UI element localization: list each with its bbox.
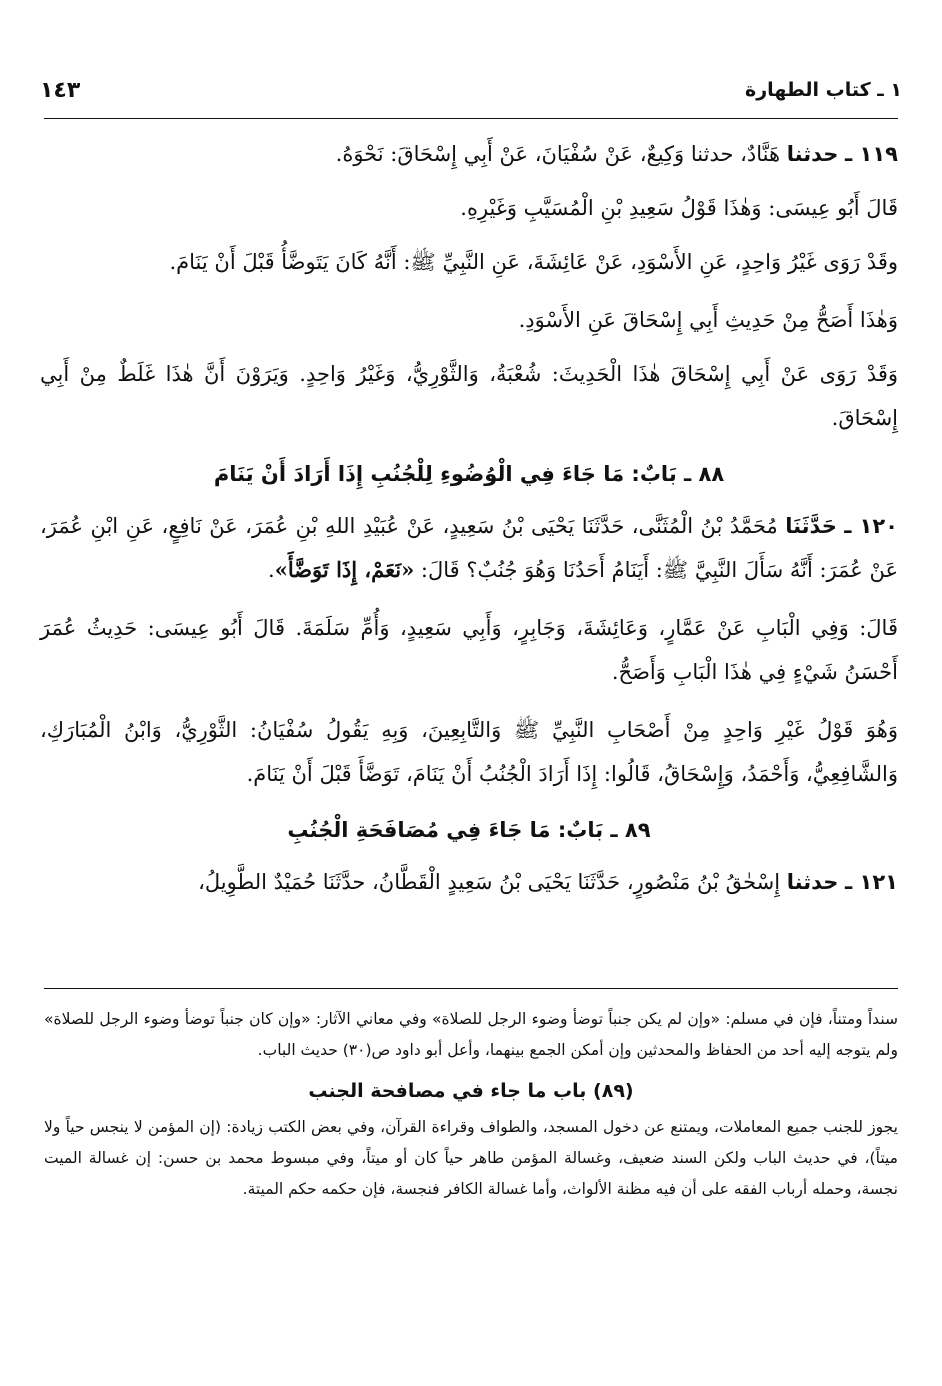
hadith-text: إِسْحٰقُ بْنُ مَنْصُورٍ، حَدَّثَنَا يَحْيَى بْنُ سَعِيدٍ الْقَطَّانُ، حدَّثَنَا حُمَيْدٌ الطَّوِيلُ، <box>198 870 787 894</box>
narration-paragraph: وقَدْ رَوَى غَيْرُ وَاحِدٍ، عَنِ الأَسْوَدِ، عَنْ عَائِشَةَ، عَنِ النَّبِيِّ ﷺ: أَنَّهُ كَانَ يَتَوضَّأُ قَبْلَ أَنْ يَنَامَ. <box>169 250 898 274</box>
hadith-keyword: حَدَّثَنَا <box>785 514 837 538</box>
page-header <box>40 70 902 110</box>
page-number: ١٤٣ <box>40 77 81 103</box>
hadith-number: ١٢٠ ـ <box>844 514 898 538</box>
hadith-120 <box>40 504 898 592</box>
hadith-text: مُحَمَّدُ بْنُ الْمُثَنَّى، حَدَّثَنَا يَحْيَى بْنُ سَعِيدٍ، عَنْ عُبَيْدِ اللهِ بْنِ عُمَرَ، عَنْ نَافِعٍ، عَنِ ابْنِ عُمَرَ، عَنْ عُمَرَ: أَنَّهُ سَأَلَ النَّبِيَّ ﷺ: أَيَنَامُ أَحَدُنَا وَهُوَ جُنُبٌ؟ قَالَ: <box>40 514 898 582</box>
commentary-notes <box>44 1004 898 1205</box>
hadith-keyword: حدثنا <box>786 142 839 166</box>
narration-paragraph-2: وَقَدْ رَوَى عَنْ أَبِي إِسْحَاقَ هٰذَا الْحَدِيثَ: شُعْبَةُ، وَالثَّوْرِيُّ، وَغَيْرُ وَاحِدٍ. وَيَرَوْنَ أَنَّ هٰذَا غَلَطٌ مِنْ أَبِي إِسْحَاقَ. <box>40 362 898 430</box>
note-heading: (٨٩) باب ما جاء في مصافحة الجنب <box>308 1080 634 1102</box>
chapter-heading-89: ٨٩ ـ بَابٌ: مَا جَاءَ فِي مُصَافَحَةِ الْجُنُبِ <box>287 818 651 842</box>
header-divider <box>44 118 898 119</box>
abu-isa-comment: قَالَ أَبُو عِيسَى: وَهٰذَا قَوْلُ سَعِيدِ بْنِ الْمُسَيَّبِ وَغَيْرِهِ. <box>460 196 898 220</box>
hadith-text: هَنَّادٌ، حدثنا وَكِيعٌ، عَنْ سُفْيَانَ، عَنْ أَبِي إِسْحَاقَ: نَحْوَهُ. <box>335 142 787 166</box>
hadith-keyword: حدثنا <box>786 870 839 894</box>
note-paragraph-1: سنداً ومتناً، فإن في مسلم: «وإن لم يكن جنباً توضأ وضوء الرجل للصلاة» وفي معاني الآثار: «وإن كان جنباً توضأ وضوء الرجل للصلاة» ولم يتوجه إليه أحد من الحفاظ والمحدثين وإن أمكن الجمع بينهما، وأعل أبو داود ص(٣٠) حديث الباب. <box>44 1010 898 1059</box>
footnote-divider <box>44 988 898 989</box>
scholars-opinion: وَهُوَ قَوْلُ غَيْرِ وَاحِدٍ مِنْ أَصْحَابِ النَّبِيِّ ﷺ وَالتَّابِعِينَ، وَبِهِ يَقُولُ سُفْيَانُ: الثَّوْرِيُّ، وَابْنُ الْمُبَارَكِ، وَالشَّافِعِيُّ، وَأَحْمَدُ، وَإِسْحَاقُ، قَالُوا: إِذَا أَرَادَ الْجُنُبُ أَنْ يَنَامَ، تَوَضَّأَ قَبْلَ أَنْ يَنَامَ. <box>40 718 898 786</box>
chapter-references: قَالَ: وَفِي الْبَابِ عَنْ عَمَّارٍ، وَعَائِشَةَ، وَجَابِرٍ، وَأَبِي سَعِيدٍ، وَأُمِّ سَلَمَةَ. قَالَ أَبُو عِيسَى: حَدِيثُ عُمَرَ أَحْسَنُ شَيْءٍ فِي هٰذَا الْبَابِ وَأَصَحُّ. <box>40 616 898 684</box>
main-text <box>40 132 898 918</box>
prophet-quote: «نَعَمْ، إِذَا تَوَضَّأَ» <box>274 557 415 582</box>
running-title: ١ ـ كتاب الطهارة <box>745 79 902 101</box>
hadith-119 <box>40 132 898 176</box>
hadith-number: ١٢١ ـ <box>845 870 898 894</box>
chapter-heading-88: ٨٨ ـ بَابٌ: مَا جَاءَ فِي الْوُضُوءِ لِلْجُنُبِ إِذَا أَرَادَ أَنْ يَنَامَ <box>213 462 725 486</box>
hadith-end: . <box>268 558 275 582</box>
grading-paragraph: وَهٰذَا أَصَحُّ مِنْ حَدِيثِ أَبِي إِسْحَاقَ عَنِ الأَسْوَدِ. <box>518 308 898 332</box>
note-paragraph-2: يجوز للجنب جميع المعاملات، ويمتنع عن دخول المسجد، والطواف وقراءة القرآن، وفي بعض الكتب زيادة: (إن المؤمن لا ينجس حياً ولا ميتاً)، في حديث الباب ولكن السند ضعيف، وغسالة المؤمن طاهر حياً كان أو ميتاً، وفي مبسوط محمد بن حسن: إن غسالة الميت نجسة، وحمله أرباب الفقه على أن فيه مظنة الألواث، وأما غسالة الكافر فنجسة، فإن حكمه حكم الميتة. <box>44 1118 898 1198</box>
hadith-number: ١١٩ ـ <box>845 142 898 166</box>
hadith-121 <box>40 860 898 904</box>
